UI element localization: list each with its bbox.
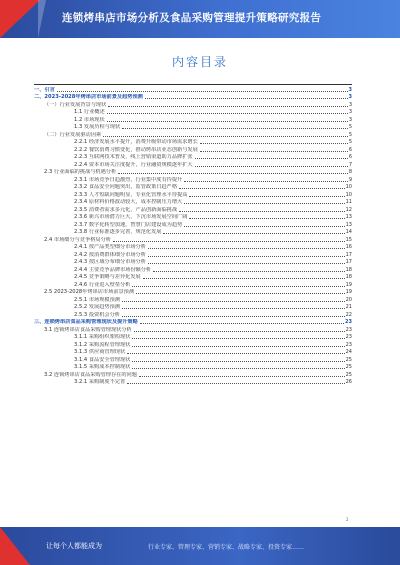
toc-entry[interactable] [34, 341, 352, 349]
toc-entry[interactable] [34, 139, 352, 147]
header-stripe-accent [38, 0, 46, 38]
toc-entry[interactable] [34, 311, 352, 319]
toc-entry[interactable] [34, 229, 352, 237]
toc-entry-text: 2.2.2 餐饮消费习惯变化，推动烤串店业态创新与发展 [74, 146, 198, 153]
toc-entry[interactable] [34, 176, 352, 184]
toc-leader-dots [107, 120, 348, 122]
toc-entry[interactable] [34, 289, 352, 297]
toc-entry-page: 5 [348, 139, 352, 145]
toc-leader-dots [148, 247, 345, 249]
toc-entry-text: 2.3.4 原材料价格波动较大，成本控制压力增大 [74, 199, 183, 205]
toc-entry[interactable] [34, 206, 352, 214]
toc-entry-text: 2.5.3 投资机会分析 [74, 311, 120, 318]
toc-entry-page: 6 [348, 154, 352, 160]
toc-heading: 内容目录 [171, 55, 228, 69]
toc-entry-text: 1.1 行业概述 [74, 109, 105, 115]
toc-leader-dots [132, 337, 344, 339]
toc-leader-dots [189, 217, 344, 219]
toc-entry-text: 2.2.4 资本市场关注度提升，行业融资规模逐年扩大 [74, 161, 193, 168]
toc-leader-dots [184, 225, 344, 227]
toc-leader-dots [195, 157, 348, 159]
toc-entry[interactable] [34, 236, 352, 244]
toc-entry[interactable] [34, 356, 352, 364]
toc-entry[interactable] [34, 259, 352, 267]
toc-entry-page: 23 [345, 341, 352, 348]
toc-entry-page: 19 [345, 281, 352, 288]
header-red-accent [0, 0, 40, 38]
toc-leader-dots [195, 165, 348, 167]
toc-entry-text: 2.4.1 按产品类型细分市场分析 [74, 244, 146, 250]
toc-entry-page: 19 [345, 289, 352, 295]
toc-entry-page: 14 [345, 229, 352, 235]
toc-entry[interactable] [34, 94, 352, 102]
toc-leader-dots [113, 240, 345, 242]
toc-entry-text: 3.1.3 供应商管理现状 [74, 349, 126, 355]
toc-entry[interactable] [34, 244, 352, 252]
toc-entry-text: 3.2.1 采购制度不完善 [74, 379, 126, 385]
toc-leader-dots [184, 180, 348, 182]
toc-entry-page: 24 [345, 349, 352, 355]
toc-entry-page: 23 [345, 334, 352, 340]
toc-entry-page: 3 [348, 94, 352, 100]
toc-entry-text: 3.1.2 采购流程管理现状 [74, 341, 131, 348]
toc-entry-page: 10 [345, 184, 352, 190]
toc-leader-dots [127, 382, 344, 384]
toc-entry-text: 2.3 行业面临的挑战与机遇分析 [44, 169, 117, 175]
toc-entry-text: 2.5.2 发展趋势预测 [74, 304, 120, 310]
toc-leader-dots [136, 292, 345, 294]
toc-entry[interactable] [34, 371, 352, 379]
toc-leader-dots [179, 187, 345, 189]
footer-slogan: 让每个人都能成为 [46, 542, 102, 550]
toc-entry-page: 20 [345, 296, 352, 303]
toc-entry[interactable] [34, 131, 352, 139]
toc-entry-page: 25 [345, 371, 352, 378]
toc-entry-text: 二、2023-2028年烤串店市场前景及趋势预测 [34, 94, 143, 100]
toc-entry-text: 2.4.3 按区域分布细分市场分析 [74, 259, 146, 265]
toc-entry-page: 18 [345, 274, 352, 280]
toc-leader-dots [200, 150, 348, 152]
toc-leader-dots [132, 367, 344, 369]
toc-entry-page: 21 [345, 304, 352, 310]
toc-leader-dots [163, 232, 344, 234]
toc-leader-dots [145, 97, 348, 99]
toc-leader-dots [57, 90, 348, 92]
toc-entry[interactable] [34, 349, 352, 357]
toc-entry-page: 18 [345, 266, 352, 273]
toc-entry-page: 22 [345, 311, 352, 318]
footer-tagline: 行业专家、管理专家、营销专家、战略专家、投资专家…… [148, 544, 305, 551]
toc-entry-page: 10 [345, 191, 352, 198]
toc-entry-text: 2.3.7 数字化转型加速，智慧门店建设成为趋势 [74, 221, 183, 228]
toc-entry-page: 5 [348, 131, 352, 138]
toc-leader-dots [189, 195, 344, 197]
toc-entry-text: 三、连锁烤串店食品采购管理现状及提升策略 [34, 319, 138, 325]
toc-entry-text: 3.1.5 采购成本控制现状 [74, 364, 131, 370]
toc-entry-page: 17 [345, 251, 352, 258]
toc-leader-dots [122, 315, 345, 317]
toc-entry-page: 15 [345, 236, 352, 243]
toc-entry-page: 16 [345, 244, 352, 250]
toc-entry[interactable] [34, 379, 352, 387]
toc-leader-dots [107, 112, 348, 114]
toc-entry-page: 3 [348, 109, 352, 115]
toc-leader-dots [143, 277, 345, 279]
toc-entry-page: 13 [345, 214, 352, 220]
toc-entry-page: 17 [345, 259, 352, 265]
toc-entry-text: （一）行业发展背景与现状 [44, 101, 107, 108]
toc-leader-dots [179, 210, 345, 212]
toc-entry-text: 1.2 市场现状 [74, 116, 105, 123]
toc-entry[interactable] [34, 334, 352, 342]
toc-list [34, 86, 352, 386]
toc-entry[interactable] [34, 124, 352, 132]
toc-entry[interactable] [34, 326, 352, 334]
toc-entry-text: 1.3 发展历程与现状 [74, 124, 121, 130]
toc-leader-dots [134, 330, 345, 332]
toc-leader-dots [200, 142, 348, 144]
toc-entry-text: 3.1 连锁烤串店食品采购管理现状分析 [44, 326, 132, 333]
toc-entry-text: 2.4.2 按消费群体细分市场分析 [74, 251, 146, 258]
toc-entry-text: 2.4 市场细分与竞争格局分析 [44, 236, 111, 243]
toc-entry-page: 12 [345, 206, 352, 213]
toc-entry-page: 3 [348, 116, 352, 123]
toc-leader-dots [132, 345, 344, 347]
toc-entry-text: 2.3.2 食品安全问题突出，监管政策日趋严格 [74, 184, 178, 190]
toc-entry[interactable] [34, 296, 352, 304]
toc-entry-text: 2.3.5 消费者需求多元化，产品创新面临挑战 [74, 206, 178, 213]
toc-entry[interactable] [34, 191, 352, 199]
footer-red-accent [0, 527, 30, 565]
toc-leader-dots [184, 202, 344, 204]
toc-leader-dots [153, 270, 345, 272]
toc-entry[interactable] [34, 251, 352, 259]
toc-entry-text: 2.3.8 行业标准逐步完善，规范化发展 [74, 229, 162, 235]
toc-entry[interactable] [34, 154, 352, 162]
toc-leader-dots [132, 285, 344, 287]
toc-leader-dots [108, 105, 348, 107]
header-banner [0, 0, 400, 38]
toc-entry-page: 23 [345, 326, 352, 333]
toc-entry[interactable] [34, 146, 352, 154]
toc-entry[interactable] [34, 214, 352, 222]
toc-entry[interactable] [34, 101, 352, 109]
toc-entry[interactable] [34, 161, 352, 169]
toc-entry[interactable] [34, 281, 352, 289]
toc-leader-dots [122, 127, 348, 129]
toc-entry[interactable] [34, 274, 352, 282]
toc-entry-text: 2.3.1 市场竞争日趋激烈，行业集中度有待提升 [74, 176, 183, 183]
toc-leader-dots [148, 255, 345, 257]
report-title: 连锁烤串店市场分析及食品采购管理提升策略研究报告 [62, 12, 322, 24]
toc-leader-dots [139, 375, 345, 377]
toc-entry-text: 2.4.6 行业进入壁垒分析 [74, 281, 131, 288]
toc-entry-page: 3 [348, 86, 352, 93]
toc-entry-text: 3.1.1 采购组织架构现状 [74, 334, 131, 340]
toc-entry[interactable] [34, 116, 352, 124]
toc-entry[interactable] [34, 221, 352, 229]
toc-entry-page: 25 [345, 364, 352, 370]
toc-entry-text: 3.2 连锁烤串店食品采购管理存在的问题 [44, 371, 137, 378]
toc-entry-text: 一、引言 [34, 86, 55, 93]
toc-entry[interactable] [34, 169, 352, 177]
toc-leader-dots [148, 262, 345, 264]
toc-entry[interactable] [34, 364, 352, 372]
toc-entry[interactable] [34, 184, 352, 192]
toc-entry-text: 2.4.5 竞争策略与差异化发展 [74, 274, 141, 280]
toc-leader-dots [140, 322, 344, 324]
toc-leader-dots [122, 307, 345, 309]
toc-entry-text: 2.2.1 经济发展水平提升，消费升级带动市场需求增长 [74, 139, 198, 145]
toc-entry-text: 2.3.3 人才短缺问题明显，专业化管理水平待提高 [74, 191, 188, 198]
toc-entry-page: 13 [345, 221, 352, 228]
toc-entry-text: 2.3.6 新兴市场潜力巨大，下沉市场发展空间广阔 [74, 214, 188, 220]
toc-entry-page: 7 [348, 161, 352, 168]
toc-leader-dots [127, 352, 344, 354]
toc-entry-page: 5 [348, 124, 352, 130]
toc-entry-page: 25 [345, 356, 352, 363]
toc-entry-page: 8 [348, 169, 352, 175]
toc-leader-dots [132, 360, 344, 362]
toc-entry-page: 11 [345, 199, 352, 205]
toc-entry-text: （二）行业发展驱动因素 [44, 131, 102, 138]
toc-top-rule [34, 84, 352, 85]
page-number: 2 [346, 517, 349, 522]
toc-entry-text: 2.5 2023-2028年烤串店市场前景预测 [44, 289, 135, 295]
toc-entry[interactable] [34, 266, 352, 274]
toc-entry-text: 3.1.4 食品安全管理现状 [74, 356, 131, 363]
toc-entry[interactable] [34, 109, 352, 117]
toc-leader-dots [103, 135, 348, 137]
toc-entry-text: 2.5.1 市场规模预测 [74, 296, 120, 303]
toc-entry-page: 3 [348, 101, 352, 108]
toc-entry[interactable] [34, 319, 352, 327]
toc-entry-page: 23 [345, 319, 352, 325]
toc-entry-page: 6 [348, 146, 352, 153]
toc-entry[interactable] [34, 199, 352, 207]
toc-entry[interactable] [34, 86, 352, 94]
toc-leader-dots [122, 300, 345, 302]
toc-entry-text: 2.2.3 互联网技术普及，线上营销渠道助力品牌扩张 [74, 154, 193, 160]
toc-leader-dots [118, 172, 348, 174]
toc-entry-text: 2.4.4 主要竞争品牌市场份额分析 [74, 266, 152, 273]
toc-entry[interactable] [34, 304, 352, 312]
toc-entry-page: 9 [348, 176, 352, 183]
toc-entry-page: 26 [345, 379, 352, 385]
